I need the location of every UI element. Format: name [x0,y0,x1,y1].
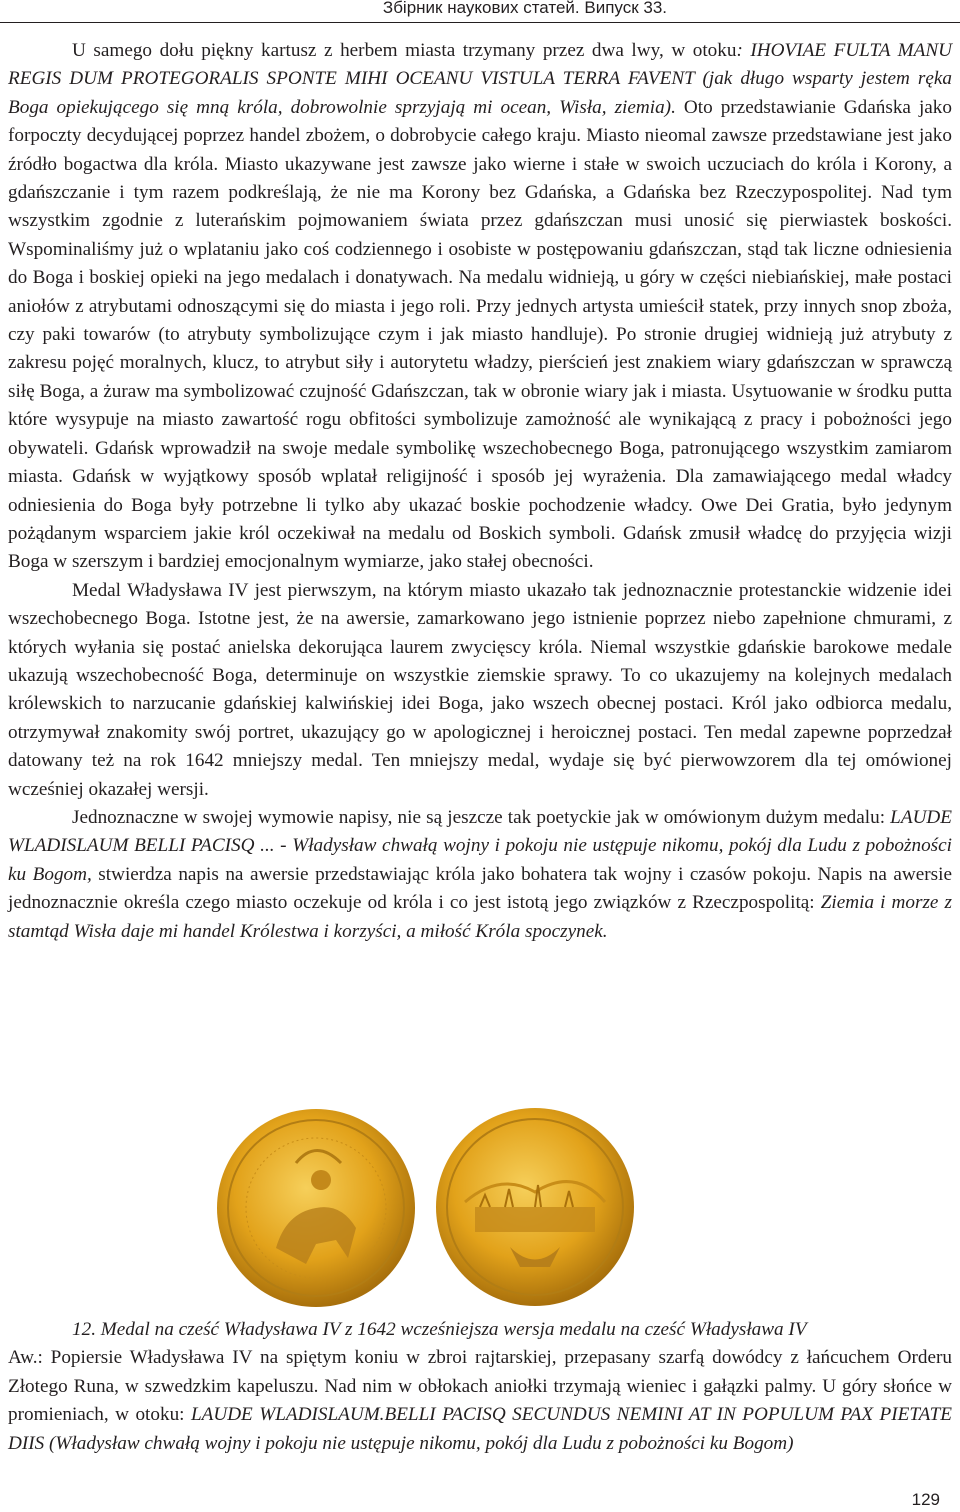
caption-inscription: LAUDE WLADISLAUM.BELLI PACISQ SECUNDUS NEMINI AT IN POPULUM PAX PIETATE DIIS (Władysław chwałą wojny i pokoju nie ustępuje nikomu, pokój dla Ludu z pobożności ku Bogom) [8,1404,953,1454]
medal-obverse-image [216,1108,416,1308]
page-number: 129 [911,1490,940,1509]
p3-quote: Ziemia i morze z stamtąd Wisła daje mi handel Królestwa i korzyści, a miłość Króla spoczynek. [8,892,953,942]
caption-text: Aw.: Popiersie Władysława IV na spiętym koniu w zbroi rajtarskiej, przepasany szarfą dowódcy z łańcuchem Orderu Złotego Runa, w szwedzkim kapeluszu. Nad nim w obłokach aniołki trzymają wieniec i gałązki palmy. U góry słońce w promieniach, w otoku: [8,1347,952,1426]
caption-description [8,1344,952,1458]
paragraph-3 [8,804,952,946]
p1-text-b: Oto przedstawianie Gdańska jako forpoczty decydującej poprzez handel zbożem, o dobrobycie całego kraju. Miasto nieomal zawsze przedstawiane jest jako źródło bogactwa dla króla. Miasto ukazywane jest zawsze jako wierne i stałe w swoich uczuciach do króla i Korony, a gdańszczanie i tym razem podkreślają, że nie ma Korony bez Gdańska, a Gdańska bez Rzeczypospolitej. Nad tym wszystkim zgodnie z luterańskim pojmowaniem świata przez gdańszczan musi unosić się pierwiastek boskości. Wspominaliśmy już o wplataniu jako coś codziennego i osobiste w postępowaniu gdańszczan, stąd tak liczne odniesienia do Boga i boskiej opieki na jego medalach i donatywach. Na medalu widnieją, u góry w części niebiańskiej, małe postaci aniołów z atrybutami odnoszącymi się do miasta i jego roli. Przy jednych artysta umieścił statek, przy innych snop zboża, czy paki towarów (to atrybuty symbolizujące czym i jak miasto handluje). Po stronie drugiej widnieją już atrybuty z zakresu pojęć moralnych, klucz, to atrybut siły i autorytetu władzy, pierścień jest znakiem wiary gdańszczan w sprawczą siłę Boga, a żuraw ma symbolizować czujność Gdańszczan, tak w obronie wiary jak i miasta. Usytuowanie w środku putta które wysypuje na miasto zawartość rogu obfitości symbolizuje zamożność ale wynikającą z pracy i pobożności jego obywateli. Gdańsk wprowadził na swoje medale symbolikę wszechobecnego Boga, patronującego wszystkim zamiarom miasta. Gdańsk w wyjątkowy sposób wplatał religijność i sposób jej wyrażenia. Dla zamawiającego medal władcy odniesienia do Boga były potrzebne li tylko aby ukazać boskie pochodzenie władcy. Owe Dei Gratia, było jedynym pożądanym wsparciem jakie król oczekiwał na medalu od Boskich symboli. Gdańsk zmusił władcę do przyjęcia wizji Boga w szerszym i bardziej emocjonalnym wymiarze, jako stałej obecności. [8,96,952,573]
p3-inscription: LAUDE WLADISLAUM BELLI PACISQ ... - Władysław chwałą wojny i pokoju nie ustępuje nikomu, pokój dla Ludu z pobożności ku Bogom, [8,806,952,885]
paragraph-1 [8,37,952,577]
paragraph-2: Medal Władysława IV jest pierwszym, na którym miasto ukazało tak jednoznacznie protestanckie widzenie idei wszechobecnego Boga. Istotne jest, że na awersie, zamarkowano jego istnienie poprzez niebo zapełnione chmurami, z których wyłania się postać anielska dekorująca laurem zwycięscy króla. Niemal wszystkie gdańskie barokowe medale ukazują wszechobecność Boga, determinuje on wszystkie ziemskie sprawy. To co ukazujemy na kolejnych medalach królewskich to narzucanie gdańskiej kalwińskiej idei Boga, jako wszech obecnej postaci. Król jako odbiorca medalu, otrzymywał znakomity swój portret, ukazujący go w apologicznej i heroicznej postaci. Ten medal zapewne poprzedzał datowany też na rok 1642 mniejszy medal. Ten mniejszy medal, wydaje się być pierwowzorem dla tej omówionej wcześniej okazałej wersji. [8,579,952,800]
p1-text-a: U samego dołu piękny kartusz z herbem miasta trzymany przez dwa lwy, w otoku [72,40,737,61]
medal-reverse-image [435,1107,635,1307]
running-title: Збірник наукових статей. Випуск 33. [382,0,667,17]
p3-text-b: stwierdza napis na awersie przedstawiając króla jako bohatera tak wojny i czasów pokoju. Napis na awersie jednoznacznie określa czego miasto oczekuje od króla i co jest istotą jego związków z Rzeczpospolitą: [8,863,952,914]
article-body [8,37,952,946]
p3-text-a: Jednoznaczne w swojej wymowie napisy, nie są jeszcze tak poetyckie jak w omówionym dużym medalu: [72,806,891,828]
p1-latin-quote: : IHOVIAE FULTA MANU REGIS DUM PROTEGORALIS SPONTE MIHI OCEANU VISTULA TERRA FAVENT (jak długo wsparty jestem ręka Boga opiekującego się mną króla, dobrowolnie sprzyjają mi ocean, Wisła, ziemia). [8,40,952,118]
caption-title: 12. Medal na cześć Władysława IV z 1642 wcześniejsza wersja medalu na cześć Władysława IV [72,1319,807,1340]
running-header [0,0,960,23]
figure-caption [8,1316,952,1458]
medal-figure [0,1108,960,1318]
